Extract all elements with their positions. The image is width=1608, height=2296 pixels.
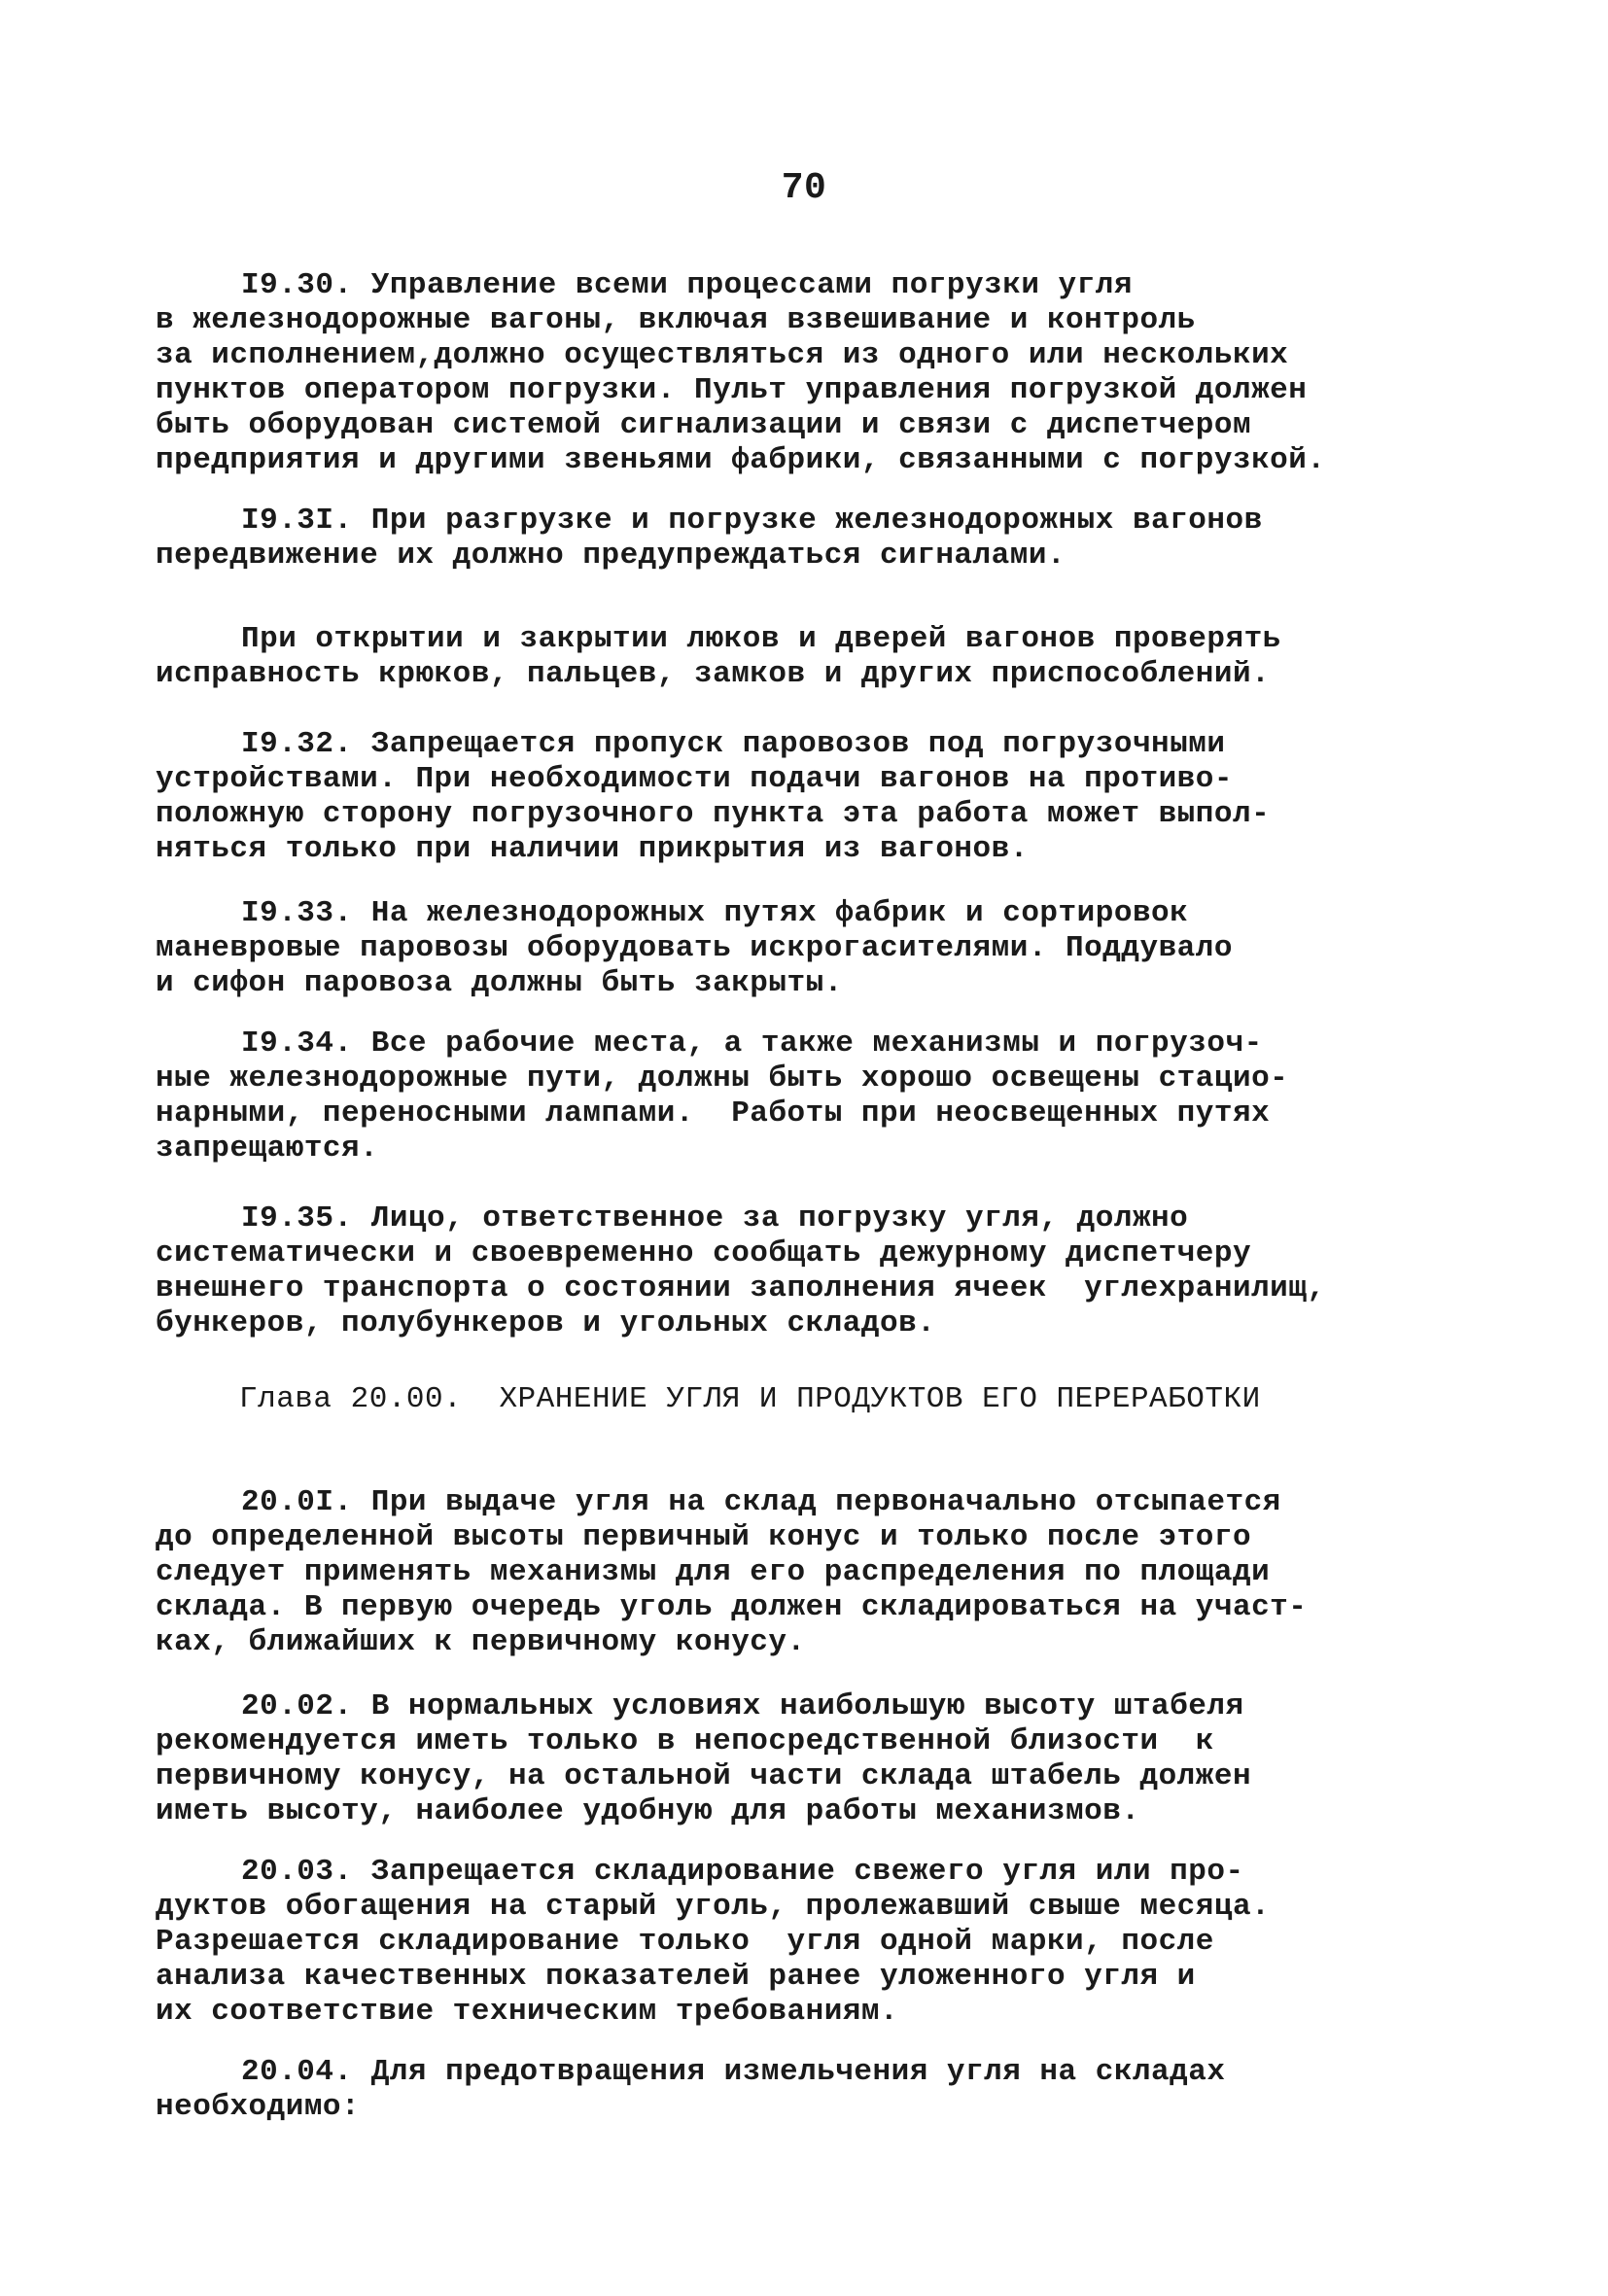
paragraph-line: их соответствие техническим требованиям. bbox=[156, 1995, 899, 2029]
paragraph-line: 20.03. Запрещается складирование свежего угля или про- bbox=[241, 1855, 1244, 1889]
page-number: 70 bbox=[781, 167, 827, 209]
paragraph-line: передвижение их должно предупреждаться сигналами. bbox=[156, 539, 1066, 573]
paragraph-line: в железнодорожные вагоны, включая взвешивание и контроль bbox=[156, 303, 1196, 337]
paragraph-line: устройствами. При необходимости подачи вагонов на противо- bbox=[156, 762, 1233, 796]
paragraph-line: бункеров, полубункеров и угольных складов. bbox=[156, 1306, 936, 1340]
paragraph-line: нарными, переносными лампами. Работы при неосвещенных путях bbox=[156, 1096, 1271, 1131]
paragraph-19-35 bbox=[156, 1201, 1458, 1341]
paragraph-line: склада. В первую очередь уголь должен складироваться на участ- bbox=[156, 1590, 1308, 1624]
paragraph-20-01 bbox=[156, 1485, 1458, 1660]
paragraph-line: 20.02. В нормальных условиях наибольшую высоту штабеля bbox=[241, 1689, 1244, 1723]
paragraph-20-04 bbox=[156, 2055, 1458, 2125]
paragraph-line: 20.0I. При выдаче угля на склад первоначально отсыпается bbox=[241, 1485, 1281, 1519]
paragraph-19-34 bbox=[156, 1026, 1458, 1166]
paragraph-line: I9.3I. При разгрузке и погрузке железнодорожных вагонов bbox=[241, 504, 1263, 538]
paragraph-line: ках, ближайших к первичному конусу. bbox=[156, 1625, 806, 1659]
paragraph-line: и сифон паровоза должны быть закрыты. bbox=[156, 966, 843, 1000]
paragraph-line: дуктов обогащения на старый уголь, пролежавший свыше месяца. bbox=[156, 1890, 1271, 1924]
paragraph-20-03 bbox=[156, 1855, 1458, 2030]
paragraph-line: следует применять механизмы для его распределения по площади bbox=[156, 1555, 1271, 1589]
paragraph-line: I9.32. Запрещается пропуск паровозов под погрузочными bbox=[241, 727, 1226, 761]
paragraph-line: положную сторону погрузочного пункта эта работа может выпол- bbox=[156, 797, 1271, 831]
paragraph-line: исправность крюков, пальцев, замков и других приспособлений. bbox=[156, 657, 1271, 691]
paragraph-line: внешнего транспорта о состоянии заполнения ячеек углехранилищ, bbox=[156, 1271, 1326, 1305]
paragraph-line: за исполнением,должно осуществляться из одного или нескольких bbox=[156, 338, 1289, 372]
paragraph-line: I9.35. Лицо, ответственное за погрузку угля, должно bbox=[241, 1201, 1189, 1235]
paragraph-line: до определенной высоты первичный конус и только после этого bbox=[156, 1520, 1252, 1554]
paragraph-line: предприятия и другими звеньями фабрики, связанными с погрузкой. bbox=[156, 443, 1326, 477]
paragraph-line: I9.34. Все рабочие места, а также механизмы и погрузоч- bbox=[241, 1026, 1263, 1061]
paragraph-line: быть оборудован системой сигнализации и связи с диспетчером bbox=[156, 408, 1252, 442]
paragraph-line: первичному конусу, на остальной части склада штабель должен bbox=[156, 1759, 1252, 1793]
paragraph-line: I9.33. На железнодорожных путях фабрик и сортировок bbox=[241, 896, 1189, 930]
paragraph-19-32 bbox=[156, 727, 1458, 867]
paragraph-line: рекомендуется иметь только в непосредственной близости к bbox=[156, 1724, 1214, 1758]
chapter-heading: Глава 20.00. ХРАНЕНИЕ УГЛЯ И ПРОДУКТОВ ЕГО ПЕРЕРАБОТКИ bbox=[239, 1382, 1261, 1416]
paragraph-19-33 bbox=[156, 896, 1458, 1001]
paragraph-line: 20.04. Для предотвращения измельчения угля на складах bbox=[241, 2055, 1226, 2089]
paragraph-19-30 bbox=[156, 268, 1458, 478]
paragraph-line: няться только при наличии прикрытия из вагонов. bbox=[156, 832, 1029, 866]
paragraph-line: Разрешается складирование только угля одной марки, после bbox=[156, 1925, 1214, 1959]
paragraph-line: ные железнодорожные пути, должны быть хорошо освещены стацио- bbox=[156, 1061, 1289, 1096]
paragraph-line: систематически и своевременно сообщать дежурному диспетчеру bbox=[156, 1236, 1252, 1270]
paragraph-line: I9.30. Управление всеми процессами погрузки угля bbox=[241, 268, 1133, 302]
paragraph-line: анализа качественных показателей ранее уложенного угля и bbox=[156, 1960, 1196, 1994]
paragraph-line: маневровые паровозы оборудовать искрогасителями. Поддувало bbox=[156, 931, 1233, 965]
paragraph-line: иметь высоту, наиболее удобную для работы механизмов. bbox=[156, 1794, 1140, 1828]
paragraph-19-31 bbox=[156, 504, 1458, 574]
paragraph-line: необходимо: bbox=[156, 2090, 361, 2124]
paragraph-line: При открытии и закрытии люков и дверей вагонов проверять bbox=[241, 622, 1281, 656]
paragraph-line: запрещаются. bbox=[156, 1131, 379, 1165]
paragraph-line: пунктов оператором погрузки. Пульт управления погрузкой должен bbox=[156, 373, 1308, 407]
paragraph-20-02 bbox=[156, 1689, 1458, 1829]
paragraph-hatches bbox=[156, 622, 1458, 692]
